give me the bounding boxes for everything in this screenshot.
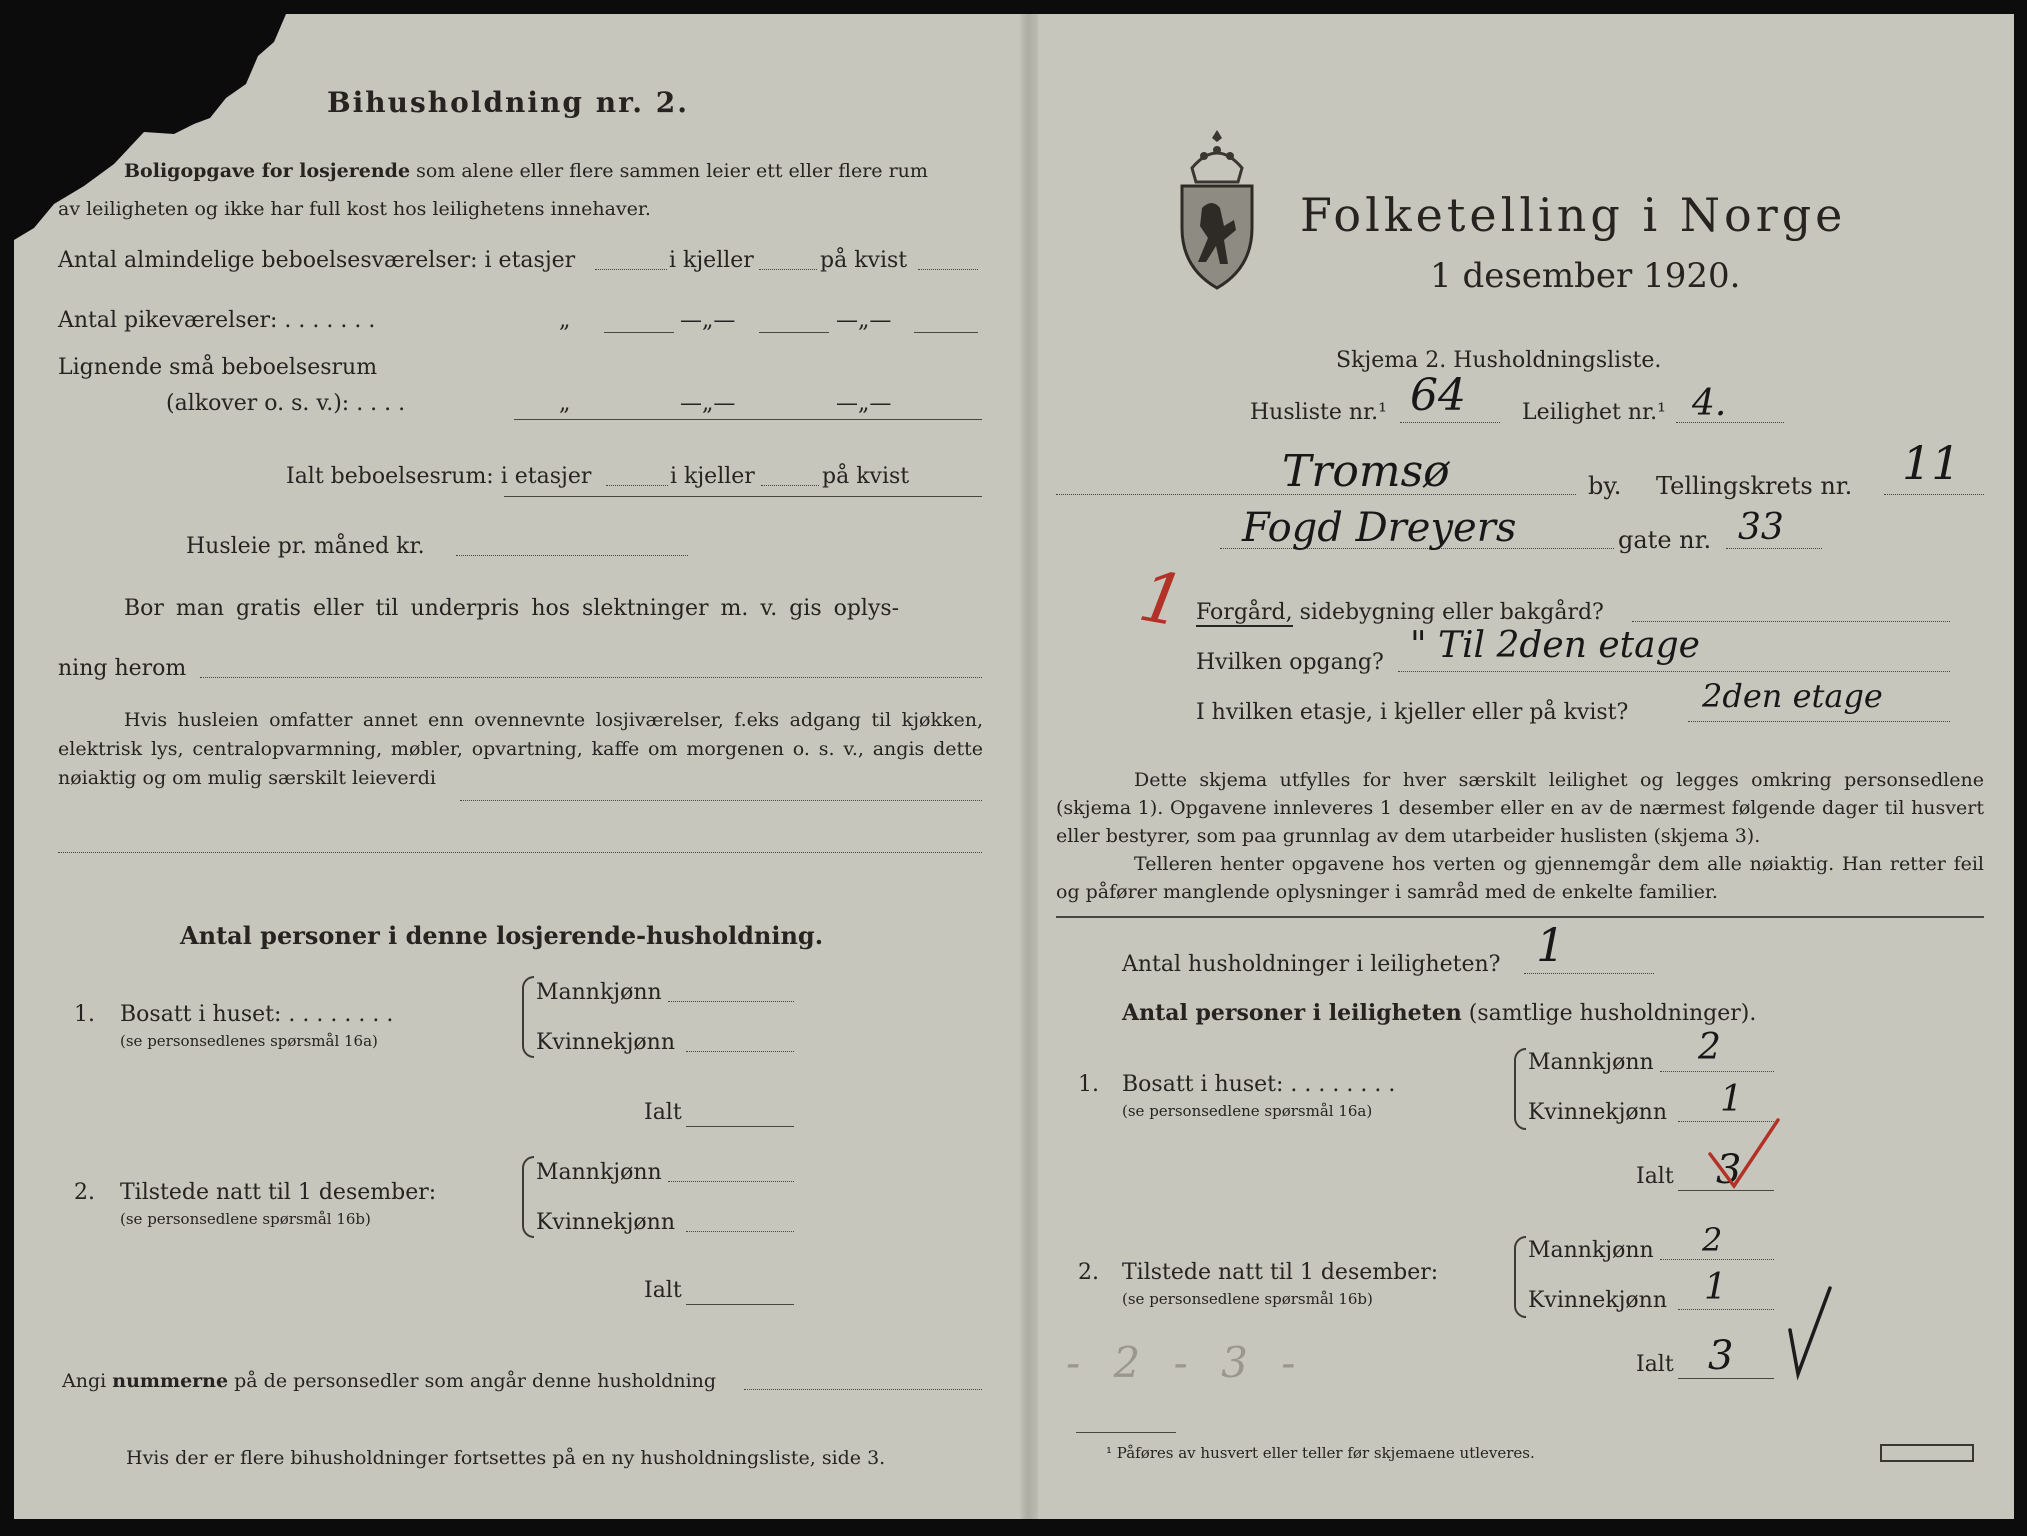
ialt-kjeller-field[interactable] (761, 485, 819, 486)
rooms-etasjer-field[interactable] (595, 269, 667, 270)
main-title: Folketelling i Norge (1300, 188, 1847, 242)
opgang-label: Hvilken opgang? (1196, 650, 1384, 675)
krets-label: Tellingskrets nr. (1656, 472, 1853, 500)
left-q1-num: 1. (74, 1002, 95, 1027)
forgard-line: Forgård, sidebygning eller bakgård? (1196, 600, 1604, 625)
info-paragraph-2: Telleren henter opgavene hos verten og gjennemgår dem alle nøiaktig. Han retter feil og påfører manglende oplysninger i samråd med de enkelte familier. (1056, 853, 1984, 903)
gratis-line-1: Bor man gratis eller til underpris hos slektninger m. v. gis oplys- (124, 596, 900, 621)
info-paragraph-1: Dette skjema utfylles for hver særskilt leilighet og legges omkring personsedlene (skjema 1). Opgavene innleveres 1 desember eller en av de nærmest følgende dager til husvert eller bestyrer, som paa grunnlag av dem utarbeider huslisten (skjema 3). (1056, 769, 1984, 847)
gate-value: Fogd Dreyers (1242, 505, 1517, 551)
right-q1-ialt-label: Ialt (1636, 1164, 1674, 1189)
pike-etasjer-field[interactable] (604, 332, 674, 333)
pike-ditto-3: —„— (836, 308, 892, 333)
gate-nr-value: 33 (1738, 507, 1784, 548)
census-sheet (14, 14, 2014, 1519)
hush-label: Antal husholdninger i leiligheten? (1122, 952, 1501, 977)
red-margin-mark: 1 (1133, 554, 1192, 644)
forgard-field[interactable] (1632, 621, 1950, 622)
left-q1-mann-field[interactable] (668, 1001, 794, 1002)
intro-line-1: Boligopgave for losjerende som alene eller flere sammen leier ett eller flere rum (124, 160, 928, 182)
alkover-field[interactable] (514, 419, 982, 420)
right-q2-kvinne-label: Kvinnekjønn (1528, 1288, 1667, 1313)
torn-corner (14, 14, 344, 274)
left-title: Bihusholdning nr. 2. (327, 86, 689, 119)
left-persons-heading: Antal personer i denne losjerende-husholdning. (180, 921, 824, 950)
alkover-ditto-2: —„— (680, 391, 736, 416)
right-q2-mann-label: Mannkjønn (1528, 1238, 1654, 1263)
right-q2-brace (1514, 1236, 1526, 1318)
ialt-kjeller-label: i kjeller (670, 464, 755, 489)
right-q1-label: Bosatt i huset: . . . . . . . . (1122, 1072, 1396, 1097)
right-q2-ialt-label: Ialt (1636, 1352, 1674, 1377)
etasje-field[interactable] (1688, 721, 1950, 722)
ialt-rooms-label: Ialt beboelsesrum: i etasjer (286, 464, 592, 489)
rooms-kvist-label: på kvist (820, 248, 908, 273)
krets-field[interactable] (1884, 494, 1984, 495)
left-q2-mann-label: Mannkjønn (536, 1160, 662, 1185)
red-check-mark-icon (1704, 1114, 1784, 1194)
alkover-ditto-1: „ (559, 391, 571, 416)
right-q2-sub: (se personsedlene spørsmål 16b) (1122, 1290, 1373, 1308)
left-q2-mann-field[interactable] (668, 1181, 794, 1182)
hvis-paragraph: Hvis husleien omfatter annet enn ovennevnte losjiværelser, f.eks adgang til kjøkken, elektrisk lys, centralopvarmning, møbler, opvartning, kaffe om morgenen o. s. v., angis dette nøiaktig og om mulig særskilt leieverdi (58, 709, 983, 789)
husliste-value: 64 (1410, 370, 1466, 421)
forgard-underlined: Forgård, (1196, 600, 1293, 625)
left-q2-kvinne-field[interactable] (686, 1231, 794, 1232)
husleie-label: Husleie pr. måned kr. (186, 534, 425, 559)
by-label: by. (1588, 472, 1622, 500)
pike-ditto-2: —„— (680, 308, 736, 333)
rooms-kjeller-field[interactable] (759, 269, 817, 270)
gratis-line-2: ning herom (58, 656, 187, 681)
hush-value: 1 (1536, 918, 1566, 972)
right-q2-ialt-value: 3 (1708, 1333, 1734, 1379)
left-footer: Hvis der er flere bihusholdninger fortsettes på en ny husholdningsliste, side 3. (126, 1447, 886, 1469)
census-date: 1 desember 1920. (1430, 256, 1741, 296)
husliste-label: Husliste nr.¹ (1250, 400, 1387, 425)
angi-field[interactable] (744, 1389, 982, 1390)
right-q1-ialt-value: 3 (1716, 1147, 1742, 1193)
husliste-field[interactable] (1400, 422, 1500, 423)
left-q1-kvinne-label: Kvinnekjønn (536, 1030, 675, 1055)
right-q2-num: 2. (1078, 1260, 1099, 1285)
rooms-label: Antal almindelige beboelsesværelser: i etasjer (58, 248, 576, 273)
right-q2-kvinne-value: 1 (1704, 1267, 1727, 1308)
krets-value: 11 (1902, 436, 1961, 490)
pike-kvist-field[interactable] (914, 332, 978, 333)
right-q2-mann-value: 2 (1702, 1221, 1723, 1259)
left-q1-ialt-label: Ialt (644, 1100, 682, 1125)
pencil-note: - 2 - 3 - (1066, 1338, 1306, 1387)
pike-kjeller-field[interactable] (759, 332, 829, 333)
husleie-field[interactable] (456, 555, 688, 556)
left-q2-kvinne-label: Kvinnekjønn (536, 1210, 675, 1235)
left-q2-ialt-label: Ialt (644, 1278, 682, 1303)
leilighet-label: Leilighet nr.¹ (1522, 400, 1666, 425)
footnote: ¹ Påføres av husvert eller teller før skjemaene utleveres. (1106, 1444, 1535, 1462)
right-q1-brace (1514, 1048, 1526, 1130)
leilighet-value: 4. (1692, 383, 1727, 424)
left-q1-brace (522, 976, 534, 1058)
right-persons-heading: Antal personer i leiligheten (samtlige husholdninger). (1122, 1000, 1757, 1026)
norway-coat-of-arms-icon (1174, 126, 1260, 292)
opgang-value: " Til 2den etage (1410, 625, 1700, 666)
by-value: Tromsø (1282, 446, 1450, 497)
right-q1-sub: (se personsedlene spørsmål 16a) (1122, 1102, 1373, 1120)
gratis-field[interactable] (200, 677, 982, 678)
footnote-rule (1076, 1432, 1176, 1433)
pike-label: Antal pikeværelser: . . . . . . . (58, 308, 376, 333)
right-q2-label: Tilstede natt til 1 desember: (1122, 1260, 1439, 1285)
right-q1-kvinne-value: 1 (1720, 1079, 1743, 1120)
left-q2-ialt-field[interactable] (686, 1304, 794, 1305)
ialt-underline (504, 496, 982, 497)
opgang-field[interactable] (1398, 671, 1950, 672)
page-fold (1020, 14, 1038, 1519)
left-q2-num: 2. (74, 1180, 95, 1205)
hush-field[interactable] (1524, 973, 1654, 974)
left-q2-label: Tilstede natt til 1 desember: (120, 1180, 437, 1205)
etasje-value: 2den etage (1702, 677, 1883, 715)
alkover-label: (alkover o. s. v.): . . . . (166, 391, 406, 416)
ialt-etasjer-field[interactable] (606, 485, 668, 486)
left-q1-kvinne-field[interactable] (686, 1051, 794, 1052)
left-q1-mann-label: Mannkjønn (536, 980, 662, 1005)
right-q1-mann-label: Mannkjønn (1528, 1050, 1654, 1075)
leieverdi-field[interactable] (460, 800, 982, 801)
right-q1-mann-value: 2 (1698, 1027, 1721, 1068)
gate-nr-field[interactable] (1726, 548, 1822, 549)
info-divider (1056, 916, 1984, 918)
black-check-mark-icon (1780, 1282, 1840, 1382)
alkover-ditto-3: —„— (836, 391, 892, 416)
printer-stamp (1880, 1444, 1974, 1462)
right-q1-kvinne-label: Kvinnekjønn (1528, 1100, 1667, 1125)
left-q1-ialt-field[interactable] (686, 1126, 794, 1127)
angi-line: Angi nummerne på de personsedler som angår denne husholdning (62, 1370, 717, 1392)
intro-line-2: av leiligheten og ikke har full kost hos leilighetens innehaver. (58, 198, 651, 220)
left-q2-brace (522, 1156, 534, 1238)
ialt-kvist-label: på kvist (822, 464, 910, 489)
skjema-line: Skjema 2. Husholdningsliste. (1336, 348, 1662, 373)
right-q2-kvinne-field[interactable] (1678, 1309, 1774, 1310)
left-q1-label: Bosatt i huset: . . . . . . . . (120, 1002, 394, 1027)
rooms-kvist-field[interactable] (918, 269, 978, 270)
left-q2-sub: (se personsedlene spørsmål 16b) (120, 1210, 371, 1228)
gate-label: gate nr. (1618, 526, 1712, 554)
etasje-label: I hvilken etasje, i kjeller eller på kvist? (1196, 700, 1629, 725)
left-q1-sub: (se personsedlenes spørsmål 16a) (120, 1032, 378, 1050)
rooms-kjeller-label: i kjeller (669, 248, 754, 273)
lignende-label: Lignende små beboelsesrum (58, 355, 378, 380)
right-q2-mann-field[interactable] (1660, 1259, 1774, 1260)
pike-ditto-1: „ (559, 308, 571, 333)
leieverdi-field-2[interactable] (58, 852, 982, 853)
right-q1-mann-field[interactable] (1660, 1071, 1774, 1072)
right-q1-num: 1. (1078, 1072, 1099, 1097)
